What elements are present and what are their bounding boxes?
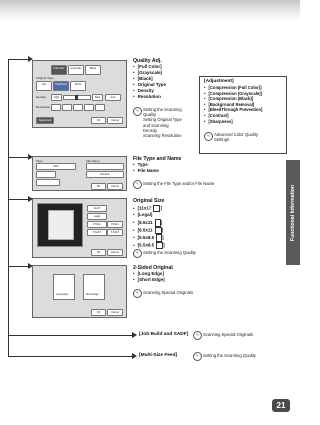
page-preview [48,210,74,240]
item-text: [5.5x8.5 [137,242,155,248]
connector-line [8,199,30,200]
list-item: • [5.5x8.5 ] [133,234,165,242]
type-label: Type [36,159,43,163]
list-item: • [Grayscale] [133,70,166,76]
page-number: 21 [272,399,290,412]
note-line: Setting Original Type [143,117,182,123]
list-item: • Resolution [133,94,166,100]
reference-note: Setting the Scanning Quality [143,250,196,255]
section-title: File Type and Name [133,156,182,162]
list-item: • [Compression (Black)] [204,96,262,102]
rename-button[interactable]: Rename [86,171,124,178]
list-item: • [8.5x11 ] [133,227,165,234]
item-text: [8.5x11 [137,220,153,226]
list-item: • [11x17 ] [133,205,165,212]
note-line: Advanced Color Quality [214,132,258,137]
density-dark-button[interactable]: Dark [92,94,103,101]
text-photo-button[interactable]: Text/Photo [53,81,69,91]
list-item: • Original Type [133,82,166,88]
list-item: • [Contrast] [204,113,262,119]
connector-spine [8,59,9,357]
full-color-button[interactable]: Full Color [51,65,67,75]
list-item: • File Name [133,168,159,174]
density-auto-button[interactable]: Auto [105,94,121,101]
note-line: Scanning Resolution [143,133,182,139]
size-8-5x11-button[interactable]: 8.5x11 [87,221,107,228]
section-items [133,271,165,283]
text-button[interactable]: Text [36,81,52,91]
job-build-label: [Job Build and SADF] [139,332,189,337]
paper-portrait-icon [156,234,162,242]
pdf-option-button[interactable] [36,171,56,178]
section-items [133,205,165,249]
size-8-5x11-r-button[interactable]: 8.5x11 [107,221,123,228]
note-line: Settings [214,137,230,143]
pencil-note-icon: ✎ [133,289,142,298]
paper-portrait-icon [155,219,161,227]
connector-arrow [132,353,137,359]
list-item: • [8.5x11 ] [133,219,165,227]
pdf-detail-button[interactable] [36,179,60,186]
cancel-button[interactable]: Cancel [107,249,123,256]
resolution-option[interactable] [95,104,105,111]
list-item: • [5.5x8.5 ] [133,242,165,249]
paper-landscape-icon [155,227,162,234]
quality-adj-screen [32,60,127,128]
size-legal-button[interactable]: Legal [87,213,107,220]
pencil-note-icon: ✎ [204,132,213,141]
list-item: • [Black] [133,76,166,82]
pencil-note-icon: ✎ [133,180,142,189]
page-header-band [0,0,300,22]
section-side-tab [286,160,300,265]
resolution-option[interactable] [62,104,72,111]
pencil-note-icon: ✎ [133,107,142,116]
connector-line [8,157,30,158]
density-slider-handle[interactable] [75,95,78,100]
list-item: • [BleedThrough Prevention] [204,107,262,113]
adjustment-box-title: [Adjustment] [204,79,234,84]
section-title: Quality Adj. [133,58,162,64]
note-line: Density [143,127,157,133]
list-item: • [Compression (Full Color)] [204,85,262,91]
list-item: • [Short Edge] [133,277,165,283]
side-tab-label: Functional Information [290,184,296,241]
note-line: Quality [143,112,157,118]
cancel-button[interactable]: Cancel [107,183,123,190]
paper-landscape-icon [153,205,160,212]
preview-area [37,203,83,247]
note-line: Setting the Scanning [143,107,182,112]
section-title: 2-Sided Original [133,265,173,271]
section-items [133,64,166,100]
adjustment-items [204,85,262,124]
long-edge-label: Long Edge [56,293,69,296]
list-item: • [Compression (Grayscale)] [204,91,262,97]
connector-line [8,335,134,336]
short-edge-label: Short Edge [86,293,99,296]
original-type-label: Original Type [36,76,54,80]
ok-button[interactable]: OK [91,249,106,256]
black-button[interactable]: Black [85,65,101,75]
ok-button[interactable]: OK [91,309,106,316]
reference-note: Scanning Special Originals [143,290,194,295]
density-label: Density [36,95,47,99]
file-type-screen [32,156,127,191]
section-items [133,162,159,174]
ok-button[interactable]: OK [91,117,106,124]
pdf-type-field[interactable]: PDF [36,163,76,170]
reference-note: Setting the File Type and/or File Name [143,181,215,186]
item-text: [11x17 [137,205,152,211]
note-line: and Scanning [143,122,169,128]
reference-note [214,132,258,142]
pencil-note-icon: ✎ [133,249,142,258]
list-item: • Type [133,162,159,168]
short-edge-option[interactable] [83,274,105,300]
cancel-button[interactable]: Cancel [107,117,123,124]
list-item: • [Background Removal] [204,102,262,108]
file-name-label: File Name [86,159,100,163]
resolution-option[interactable] [84,104,94,111]
connector-arrow [132,332,137,338]
connector-line [8,59,30,60]
adjustment-box [199,76,287,154]
list-item: • [Full Color] [133,64,166,70]
paper-landscape-icon [156,242,163,249]
long-edge-option[interactable] [53,274,75,300]
item-text: [5.5x8.5 [137,235,155,241]
reference-note: Scanning Special Originals [203,332,254,337]
item-text: [Legal] [137,212,153,218]
cancel-button[interactable]: Cancel [107,309,123,316]
pencil-note-icon: ✎ [193,331,202,340]
adjustment-button[interactable]: Adjustment [36,117,54,124]
original-size-screen [32,198,127,258]
list-item: • [Long Edge] [133,271,165,277]
item-text: [8.5x11 [137,227,153,233]
two-sided-screen [32,265,127,318]
resolution-label: Resolution [36,105,51,109]
size-5-5x8-5-button[interactable]: 5.5x8.5 [87,229,107,236]
grayscale-button[interactable]: Grayscale [68,65,84,75]
size-11x17-button[interactable]: 11x17 [87,205,107,212]
reference-note: Setting the Scanning Quality [203,353,256,358]
resolution-option[interactable] [51,104,61,111]
size-5-5x8-5-r-button[interactable]: 5.5x8.5 [107,229,123,236]
density-light-button[interactable]: Light [51,94,62,101]
list-item: • [Sharpness] [204,119,262,125]
multi-size-feed-label: [Multi-Size Feed] [139,353,178,358]
connector-line [8,266,30,267]
ok-button[interactable]: OK [91,183,106,190]
list-item [133,212,165,219]
photo-button[interactable]: Photo [70,81,86,91]
resolution-option[interactable] [73,104,83,111]
list-item: • Density [133,88,166,94]
pencil-note-icon: ✎ [193,352,202,361]
file-name-field[interactable] [86,163,124,170]
connector-line [8,356,134,357]
section-title: Original Size [133,198,165,204]
reference-note [143,107,182,138]
density-slider[interactable] [63,95,91,100]
